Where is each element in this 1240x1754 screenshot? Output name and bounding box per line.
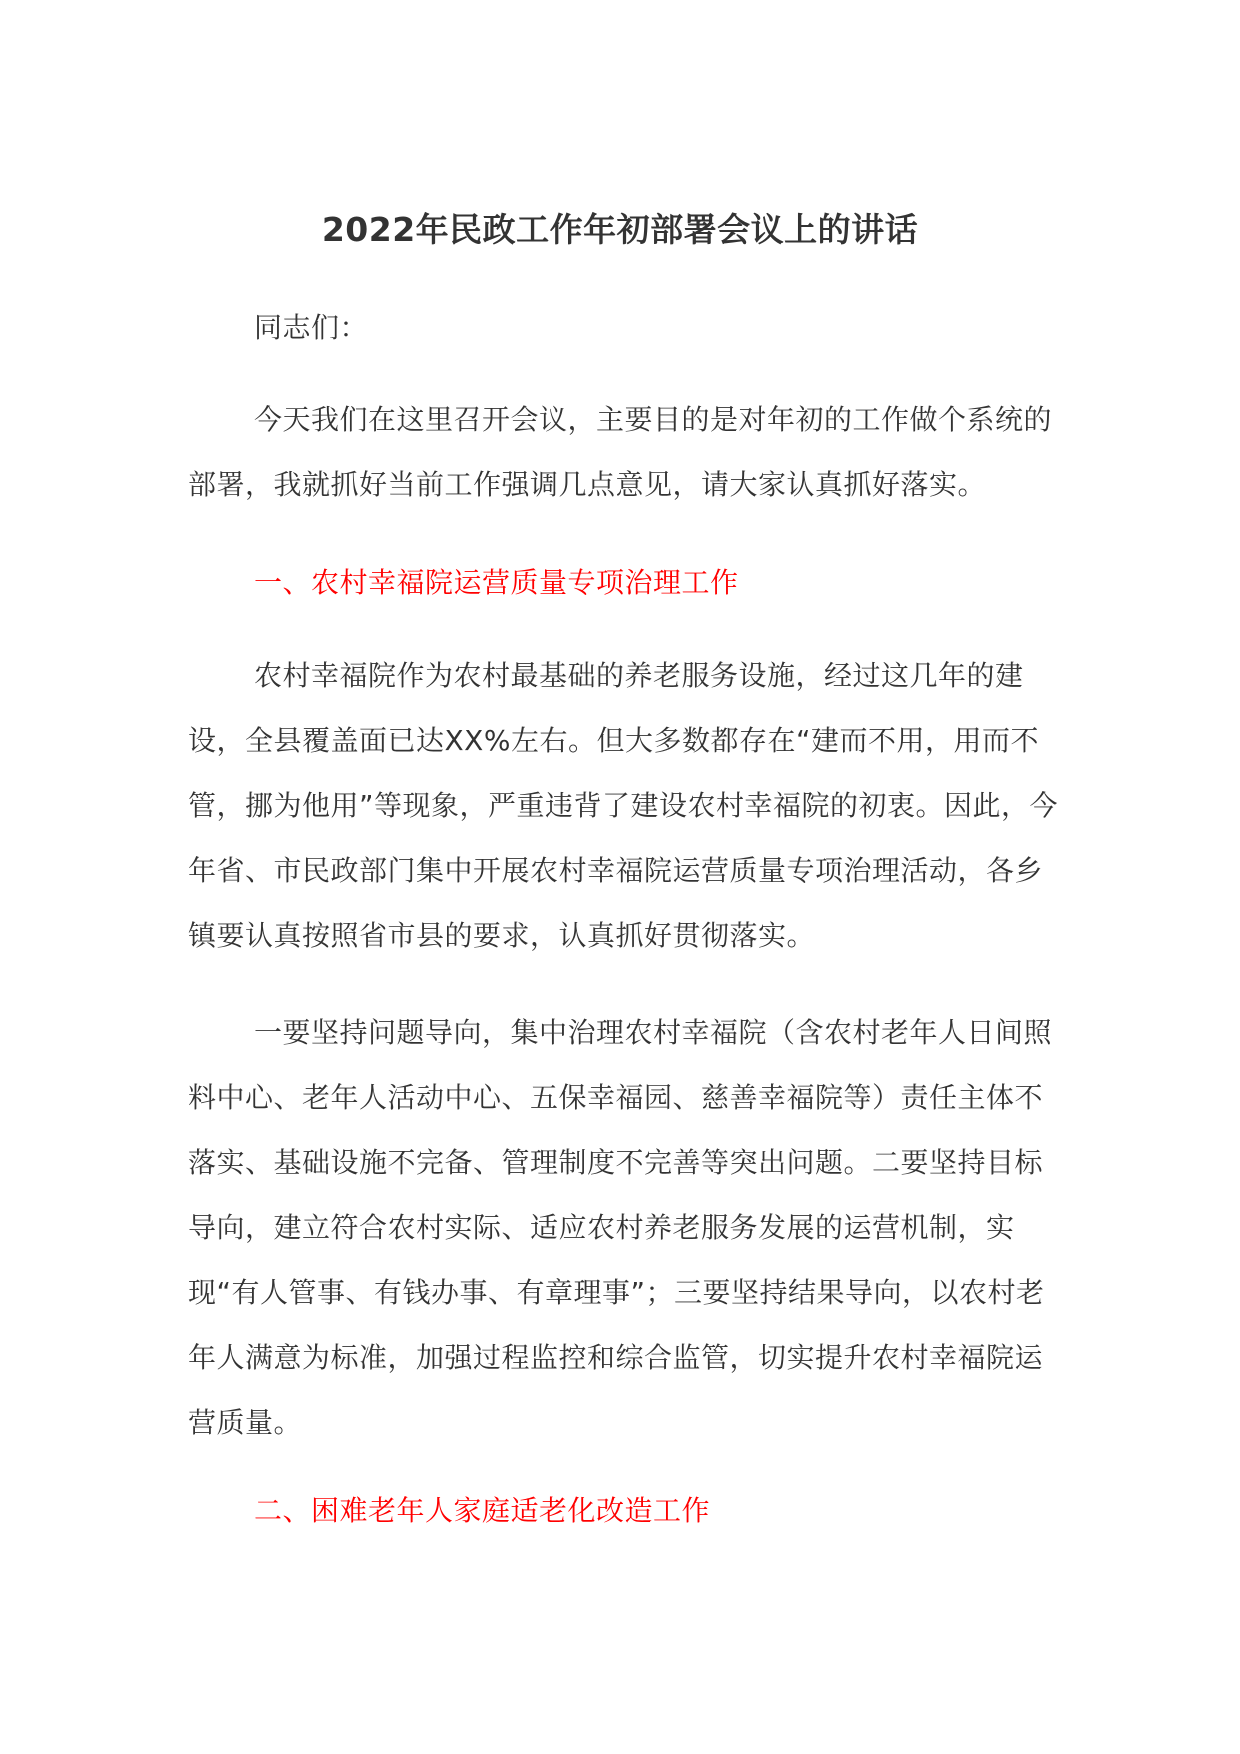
- section-heading-1: 一、农村幸福院运营质量专项治理工作: [254, 566, 739, 599]
- section-1-paragraph-2: 一要坚持问题导向，集中治理农村幸福院（含农村老年人日间照料中心、老年人活动中心、五保幸福园、慈善幸福院等）责任主体不落实、基础设施不完备、管理制度不完善等突出问题。二要坚持目标导向，建立符合农村实际、适应农村养老服务发展的运营机制，实现“有人管事、有钱办事、有章理事”；三要坚持结果导向，以农村老年人满意为标准，加强过程监控和综合监管，切实提升农村幸福院运营质量。: [188, 1016, 1053, 1439]
- section-heading-2: 二、困难老年人家庭适老化改造工作: [254, 1494, 711, 1527]
- intro-paragraph: 今天我们在这里召开会议，主要目的是对年初的工作做个系统的部署，我就抓好当前工作强调几点意见，请大家认真抓好落实。: [188, 403, 1053, 501]
- document-title: 2022年民政工作年初部署会议上的讲话: [321, 210, 919, 249]
- section-1-paragraph-1: 农村幸福院作为农村最基础的养老服务设施，经过这几年的建设，全县覆盖面已达XX%左右。但大多数都存在“建而不用，用而不管，挪为他用”等现象，严重违背了建设农村幸福院的初衷。因此，今年省、市民政部门集中开展农村幸福院运营质量专项治理活动，各乡镇要认真按照省市县的要求，认真抓好贯彻落实。: [188, 659, 1059, 952]
- salutation: 同志们：: [254, 311, 369, 344]
